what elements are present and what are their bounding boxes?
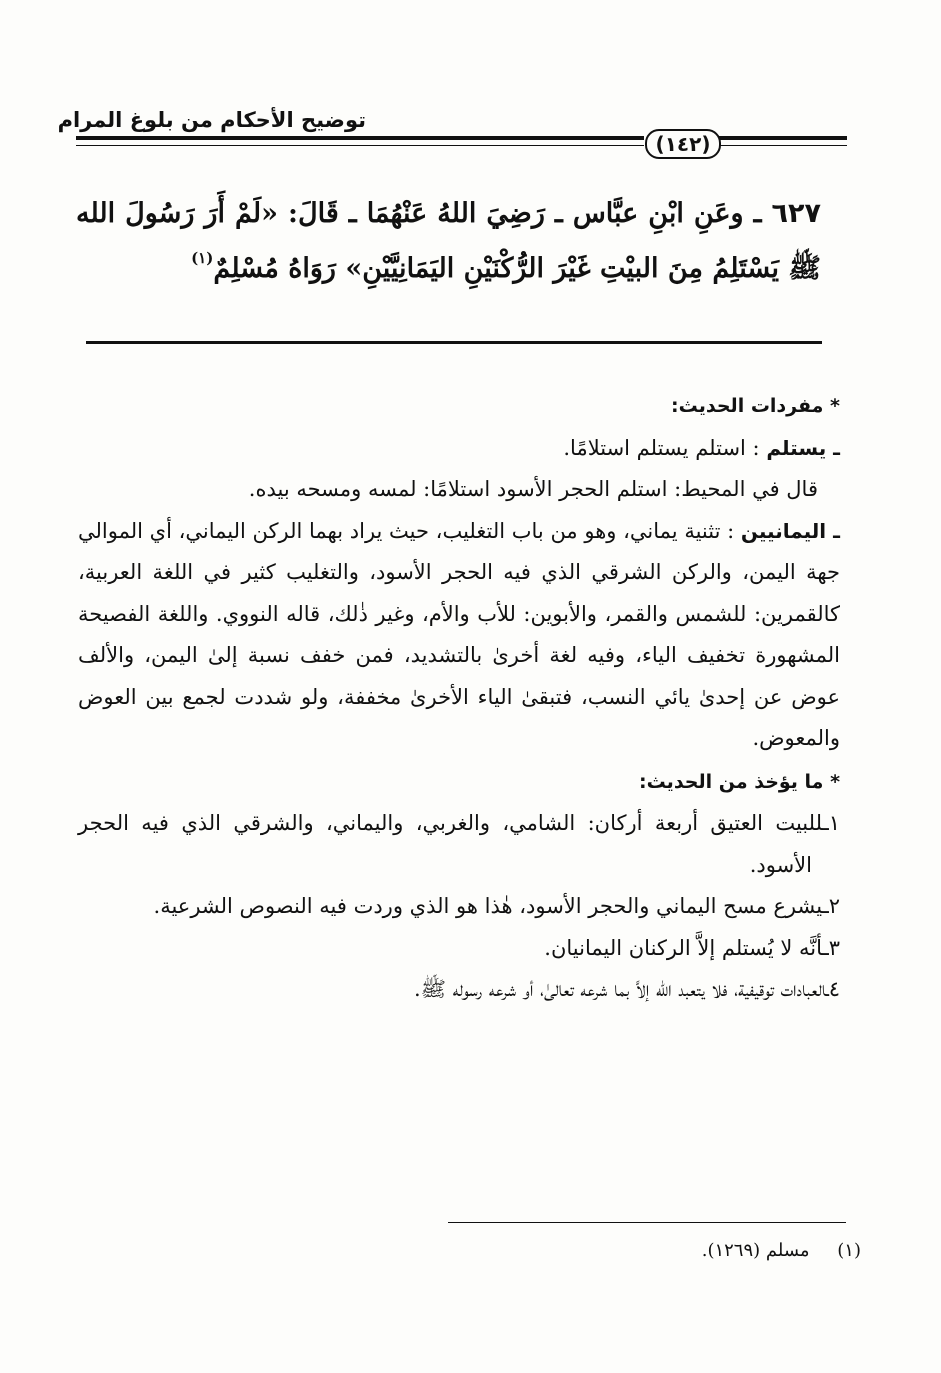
lesson-text: يشرع مسح اليماني والحجر الأسود، هٰذا هو الذي وردت فيه النصوص الشرعية. [153,894,823,918]
vocab-muhit-quote: قال في المحيط: استلم الحجر الأسود استلامًا: لمسه ومسحه بيده. [248,477,818,501]
footnote-divider [448,1222,846,1223]
hadith-text [76,186,821,296]
header-rule-left-thin [76,145,644,146]
hadith-divider [86,341,822,344]
header-rule-right [718,136,847,140]
lesson-text: للبيت العتيق أربعة أركان: الشامي، والغربي، واليماني، والشرقي الذي فيه الحجر الأسود. [78,811,823,877]
lesson-number: ٢ـ [822,894,840,918]
footnote [702,1240,861,1261]
lesson-text: أنَّه لا يُستلم إلاَّ الركنان اليمانيان. [544,935,823,960]
hadith-number: ٦٢٧ [771,198,821,229]
lesson-number: ٣ـ [822,935,840,960]
lesson-item [78,969,840,1011]
lesson-number: ٤ـ [826,977,840,1001]
hadith-body: ـ وعَنِ ابْنِ عبَّاس ـ رَضِيَ اللهُ عَنْهُمَا ـ قَالَ: «لَمْ أَرَ رَسُولَ الله ﷺ يَسْتَلِمُ مِنَ البيْتِ غَيْرَ الرُّكْنَيْنِ اليَمَانِيَّيْنِ» رَوَاهُ مُسْلِمٌ [76,198,821,284]
footnote-text: مسلم (١٢٦٩). [701,1240,810,1261]
lesson-item [78,928,840,970]
vocab-definition: : تثنية يماني، وهو من باب التغليب، حيث يراد بهما الركن اليماني، أي الموالي جهة اليمن، والركن الشرقي الذي فيه الحجر الأسود، والتغليب كثير في اللغة العربية، كالقمرين: للشمس والقمر، والأبوين: للأب والأم، وغير ذٰلك، قاله النووي. واللغة الفصيحة المشهورة تخفيف الياء، وفيه لغة أخرىٰ بالتشديد، فمن خفف نسبة إلىٰ اليمن، والألف عوض عن إحدىٰ يائي النسب، فتبقىٰ الياء الأخرىٰ مخففة، ولو شددت لجمع بين العوض والمعوض. [78,518,840,750]
vocab-definition: : استلم يستلم استلامًا. [563,435,760,460]
lesson-item [78,886,840,928]
lessons-heading: * ما يؤخذ من الحديث: [638,770,840,793]
commentary [78,386,840,1011]
footnote-marker: (١) [837,1240,861,1261]
running-title: توضيح الأحكام من بلوغ المرام [57,108,366,132]
lesson-item [78,803,840,886]
lesson-text: العبادات توقيفية، فلا يتعبد الله إلاَّ بما شرعه تعالىٰ، أو شرعه رسوله ﷺ. [414,977,827,1001]
vocab-term: ـ يستلم [766,435,840,460]
vocab-entry-yastalim [78,428,840,470]
footnote-reference: (١) [191,249,214,267]
page-number: (١٤٢) [645,129,721,159]
vocabulary-heading: * مفردات الحديث: [671,395,840,417]
header-rule-left [76,136,644,140]
vocab-term: ـ اليمانيين [740,518,840,543]
lesson-number: ١ـ [822,811,840,835]
header-rule-right-thin [718,145,847,146]
vocab-entry-yamaniyyain [78,511,840,760]
